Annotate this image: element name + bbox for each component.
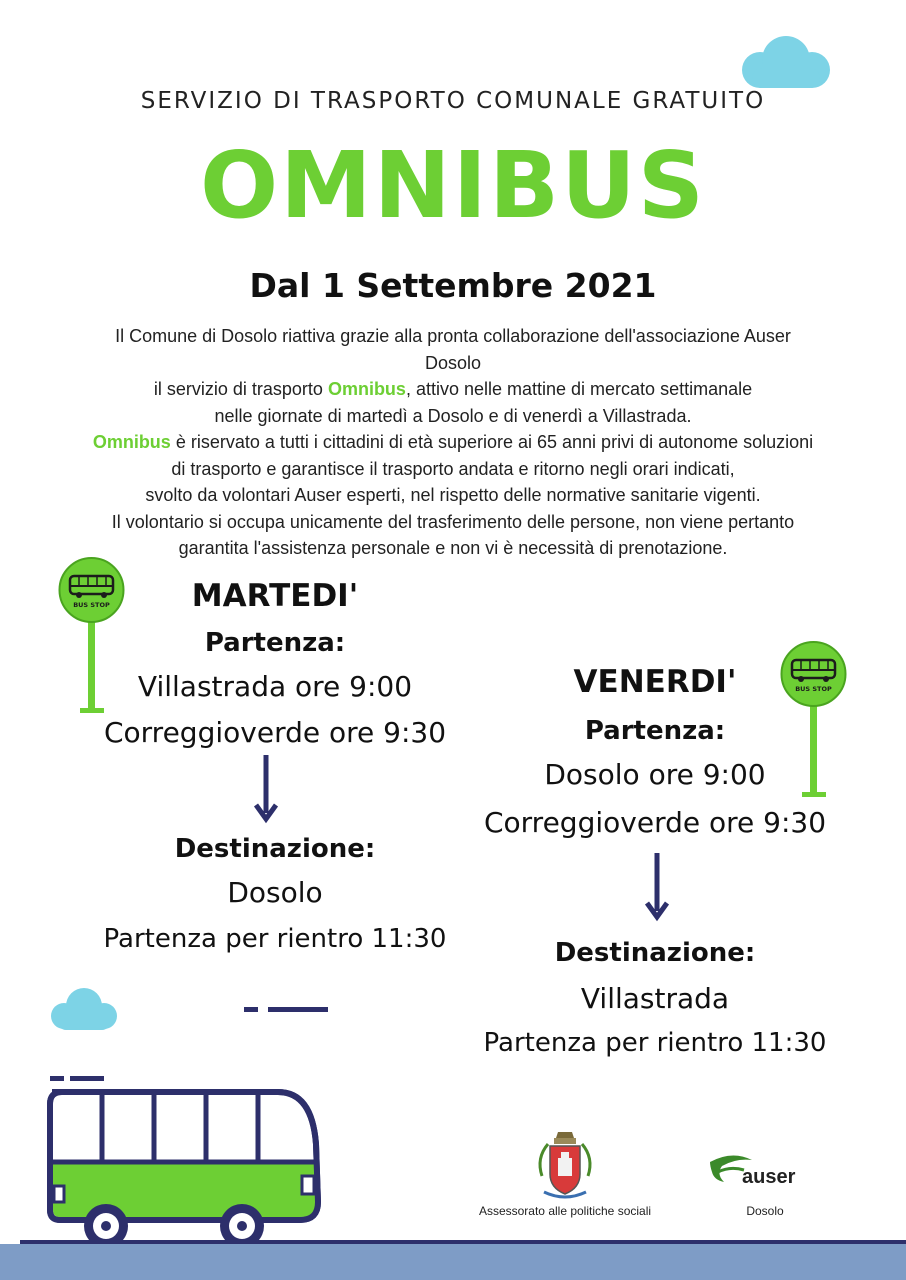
highlight-omnibus: Omnibus [92, 432, 171, 452]
highlight-omnibus: Omnibus [327, 379, 406, 399]
intro-text: il servizio di trasporto [153, 379, 328, 399]
friday-destination: Villastrada [580, 982, 730, 1015]
footer-right-caption: Dosolo [746, 1204, 784, 1218]
start-date: Dal 1 Settembre 2021 [249, 266, 657, 305]
auser-logo-text: auser [742, 1166, 796, 1188]
municipal-crest-icon [534, 1132, 596, 1204]
friday-destination-label: Destinazione: [554, 938, 756, 968]
speed-lines [244, 1004, 330, 1016]
tuesday-departure-2: Correggioverde ore 9:30 [103, 716, 447, 749]
cloud-icon [736, 34, 836, 90]
tuesday-departure-label: Partenza: [204, 628, 346, 658]
intro-line [30, 376, 876, 403]
tuesday-day-label: MARTEDI' [191, 578, 359, 614]
speed-lines [50, 1074, 106, 1084]
footer-left-caption: Assessorato alle politiche sociali [478, 1204, 652, 1218]
tuesday-destination: Dosolo [227, 876, 323, 909]
friday-day-label: VENERDI' [573, 664, 737, 700]
bus-stop-label: BUS STOP [73, 601, 110, 609]
intro-line [30, 429, 876, 456]
arrow-down-icon [644, 853, 670, 925]
page-subtitle: SERVIZIO DI TRASPORTO COMUNALE GRATUITO [140, 88, 766, 114]
intro-line: Il volontario si occupa unicamente del trasferimento delle persone, non viene pertanto [111, 511, 795, 532]
intro-line: nelle giornate di martedì a Dosolo e di venerdì a Villastrada. [214, 405, 692, 426]
friday-departure-1: Dosolo ore 9:00 [544, 758, 766, 791]
road [0, 1244, 906, 1280]
cloud-icon [48, 986, 120, 1032]
intro-line: Il Comune di Dosolo riattiva grazie alla pronta collaborazione dell'associazione Auser [115, 326, 791, 346]
bus-icon [40, 1084, 330, 1254]
tuesday-return-time: Partenza per rientro 11:30 [103, 924, 447, 954]
tuesday-departure-1: Villastrada ore 9:00 [137, 670, 413, 703]
arrow-down-icon [253, 755, 279, 827]
intro-text: è riservato a tutti i cittadini di età superiore ai 65 anni privi di autonome soluzioni [170, 432, 814, 452]
intro-text: , attivo nelle mattine di mercato settimanale [405, 379, 753, 399]
intro-paragraph [30, 323, 876, 562]
friday-departure-label: Partenza: [584, 716, 726, 746]
intro-line: svolto da volontari Auser esperti, nel rispetto delle normative sanitarie vigenti. [145, 485, 761, 505]
intro-line: di trasporto e garantisce il trasporto andata e ritorno negli orari indicati, [171, 458, 735, 479]
intro-line: garantita l'assistenza personale e non vi è necessità di prenotazione. [178, 538, 728, 558]
friday-return-time: Partenza per rientro 11:30 [483, 1028, 827, 1058]
page-title: OMNIBUS [199, 132, 707, 239]
friday-departure-2: Correggioverde ore 9:30 [483, 806, 827, 839]
tuesday-destination-label: Destinazione: [174, 834, 376, 864]
bus-stop-label: BUS STOP [795, 685, 832, 693]
intro-line: Dosolo [424, 352, 482, 373]
